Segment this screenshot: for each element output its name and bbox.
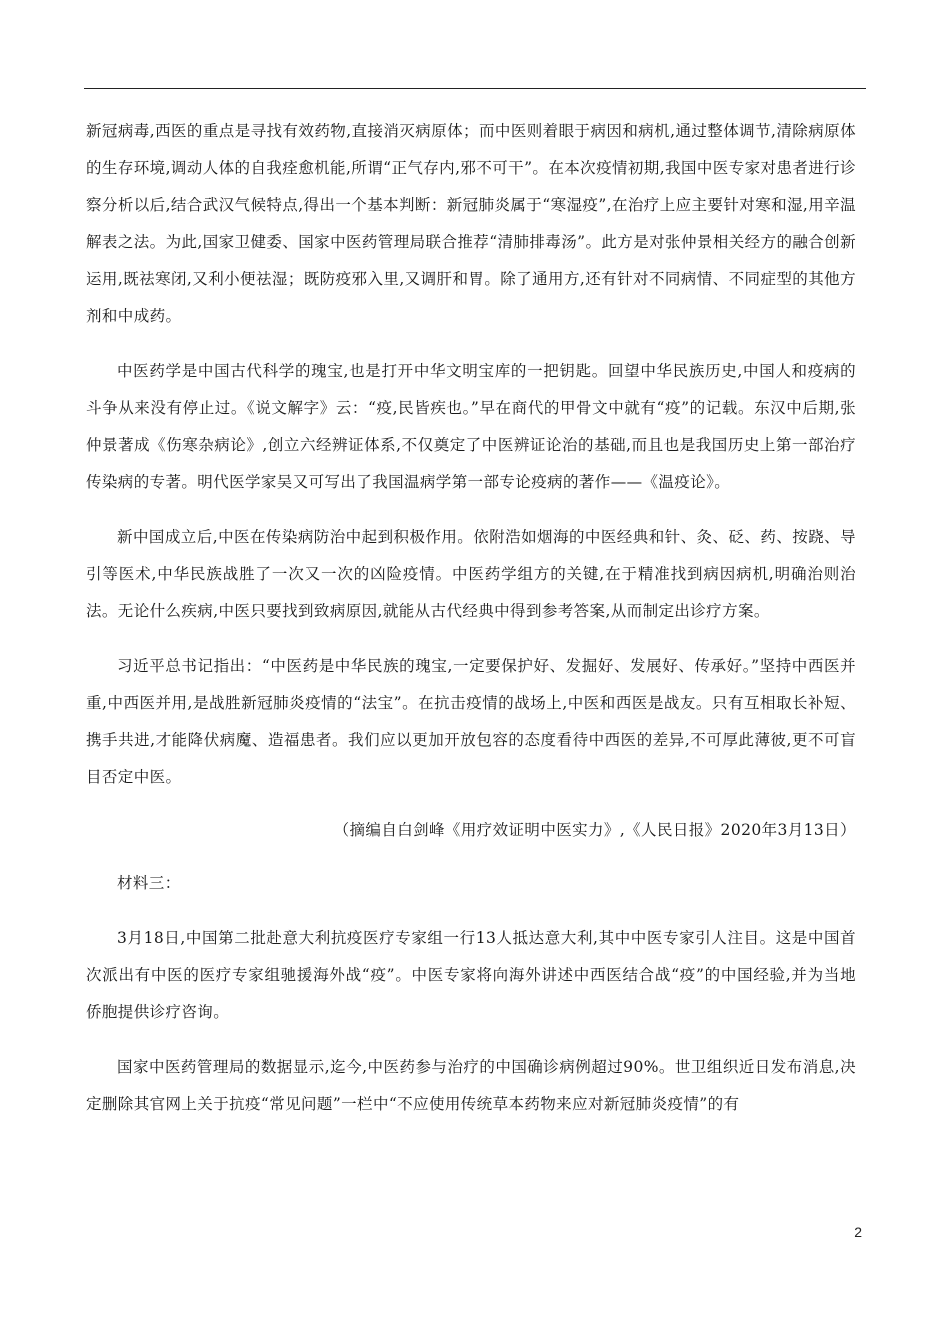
paragraph-italy-team: 3月18日,中国第二批赴意大利抗疫医疗专家组一行13人抵达意大利,其中中医专家引人注目。这是中国首次派出有中医的医疗专家组驰援海外战“疫”。中医专家将向海外讲述中西医结合战“疫”的中国经验,并为当地侨胞提供诊疗咨询。 bbox=[86, 929, 856, 1021]
paragraph-continuation: 新冠病毒,西医的重点是寻找有效药物,直接消灭病原体；而中医则着眼于病因和病机,通过整体调节,清除病原体的生存环境,调动人体的自我痊愈机能,所谓“正气存内,邪不可干”。在本次疫情初期,我国中医专家对患者进行诊察分析以后,结合武汉气候特点,得出一个基本判断：新冠肺炎属于“寒湿疫”,在治疗上应主要针对寒和湿,用辛温解表之法。为此,国家卫健委、国家中医药管理局联合推荐“清肺排毒汤”。此方是对张仲景相关经方的融合创新运用,既祛寒闭,又利小便祛湿；既防疫邪入里,又调肝和胃。除了通用方,还有针对不同病情、不同症型的其他方剂和中成药。 bbox=[86, 122, 856, 325]
material-three-heading: 材料三： bbox=[117, 874, 181, 892]
paragraph-new-china: 新中国成立后,中医在传染病防治中起到积极作用。依附浩如烟海的中医经典和针、灸、砭、药、按跷、导引等医术,中华民族战胜了一次又一次的凶险疫情。中医药学组方的关键,在于精准找到病因病机,明确治则治法。无论什么疾病,中医只要找到致病原因,就能从古代经典中得到参考答案,从而制定出诊疗方案。 bbox=[86, 528, 856, 620]
paragraph-tcm-history: 中医药学是中国古代科学的瑰宝,也是打开中华文明宝库的一把钥匙。回望中华民族历史,中国人和疫病的斗争从来没有停止过。《说文解字》云：“疫,民皆疾也。”早在商代的甲骨文中就有“疫”的记载。东汉中后期,张仲景著成《伤寒杂病论》,创立六经辨证体系,不仅奠定了中医辨证论治的基础,而且也是我国历史上第一部治疗传染病的专著。明代医学家吴又可写出了我国温病学第一部专论疫病的著作——《温疫论》。 bbox=[86, 362, 856, 491]
paragraph-statistics: 国家中医药管理局的数据显示,迄今,中医药参与治疗的中国确诊病例超过90%。世卫组织近日发布消息,决定删除其官网上关于抗疫“常见问题”一栏中“不应使用传统草本药物来应对新冠肺炎疫情”的有 bbox=[86, 1058, 856, 1113]
header-rule bbox=[84, 88, 866, 89]
paragraph-xi-quote: 习近平总书记指出：“中医药是中华民族的瑰宝,一定要保护好、发掘好、发展好、传承好。”坚持中西医并重,中西医并用,是战胜新冠肺炎疫情的“法宝”。在抗击疫情的战场上,中医和西医是战友。只有互相取长补短、携手共进,才能降伏病魔、造福患者。我们应以更加开放包容的态度看待中西医的差异,不可厚此薄彼,更不可盲目否定中医。 bbox=[86, 657, 856, 786]
document-body bbox=[86, 113, 856, 1123]
page-number: 2 bbox=[854, 1224, 862, 1240]
source-attribution: （摘编自白剑峰《用疗效证明中医实力》,《人民日报》2020年3月13日） bbox=[333, 821, 856, 839]
